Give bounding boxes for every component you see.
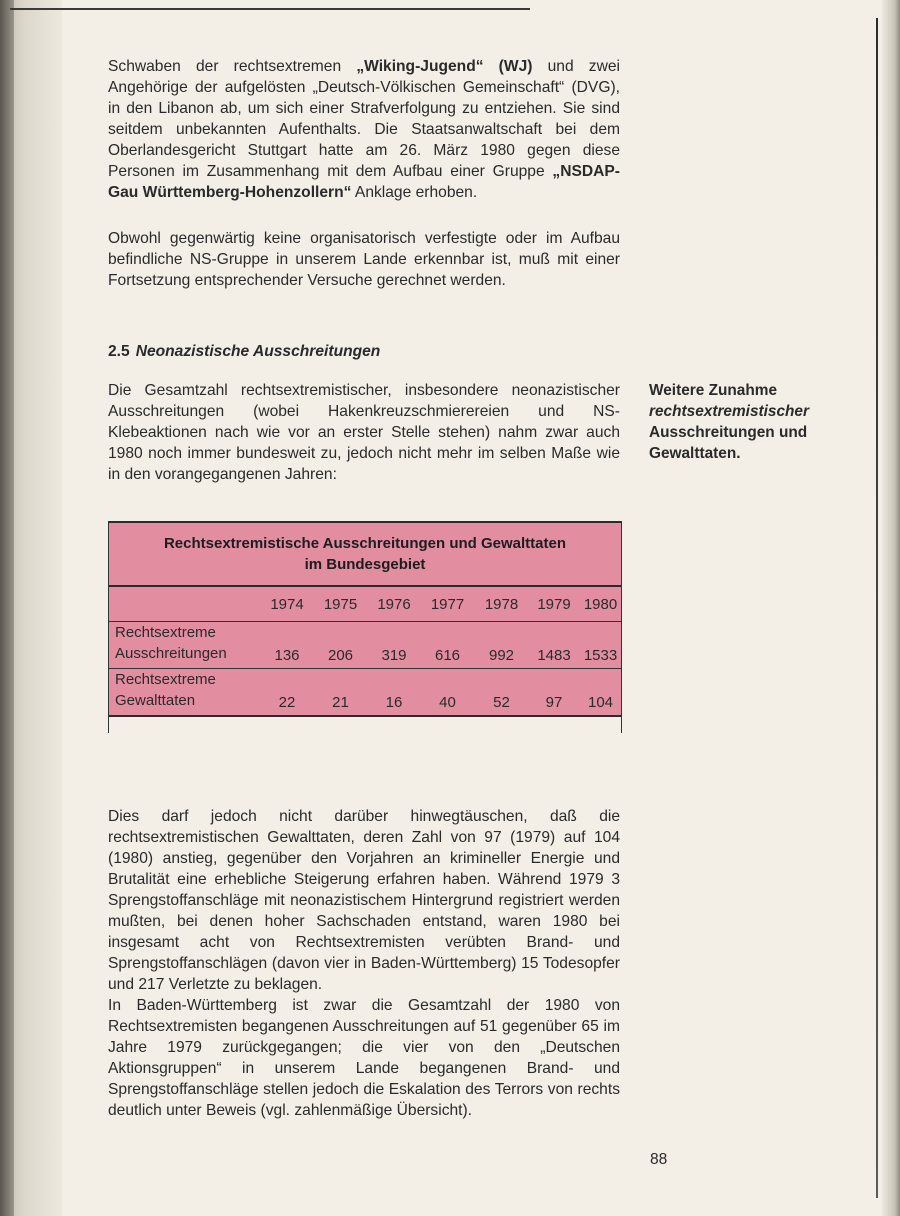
page-binding-shadow xyxy=(0,0,62,1216)
value-cell: 206 xyxy=(314,622,367,669)
table-header-row xyxy=(108,586,622,622)
value-cell: 52 xyxy=(474,669,529,717)
row-label xyxy=(108,669,260,717)
intro-text-end: Anklage erhoben. xyxy=(351,184,478,201)
bottom-text-block xyxy=(108,806,620,1121)
table-title xyxy=(108,522,622,586)
row-label xyxy=(108,622,260,669)
year-cell: 1979 xyxy=(529,586,579,622)
intro-text-cont: und zwei Angehörige der aufgelösten „Deutsch-Völkischen Gemeinschaft“ (DVG), in den Libanon ab, um sich einer Strafverfolgung zu entziehen. Sie sind seitdem unbekannten Aufenthalts. Die Staatsanwaltschaft bei dem Oberlandesgericht Stuttgart hatte am 26. März 1980 gegen diese Personen im Zusammenhang mit dem Aufbau einer Gruppe xyxy=(108,58,620,180)
table-border-left xyxy=(108,521,109,733)
year-cell: 1977 xyxy=(421,586,474,622)
value-cell: 16 xyxy=(367,669,421,717)
table-row xyxy=(108,622,622,669)
year-cell: 1976 xyxy=(367,586,421,622)
page-number: 88 xyxy=(650,1151,668,1168)
row-label-line: Rechtsextreme xyxy=(115,671,216,688)
year-cell: 1974 xyxy=(260,586,314,622)
value-cell: 40 xyxy=(421,669,474,717)
year-cell: 1980 xyxy=(579,586,622,622)
section-heading xyxy=(108,343,380,361)
table-border-right xyxy=(621,521,622,733)
intro-paragraph xyxy=(108,56,620,203)
top-rule xyxy=(10,8,530,10)
bottom-paragraph: Dies darf jedoch nicht darüber hinwegtäuschen, daß die rechtsextremistischen Gewalttaten, deren Zahl von 97 (1979) auf 104 (1980) anstieg, gegenüber den Vorjahren an krimineller Energie und Brutalität eine erhebliche Steigerung erfahren haben. Während 1979 3 Sprengstoffanschläge mit neonazistischem Hintergrund registriert werden mußten, bei denen hoher Sachschaden entstand, waren 1980 bei insgesamt acht von Rechtsextremisten verübten Brand- und Sprengstoffanschlägen (davon vier in Baden-Württemberg) 15 Todesopfer und 217 Verletzte zu beklagen. xyxy=(108,808,620,993)
value-cell: 992 xyxy=(474,622,529,669)
row-label-line: Gewalttaten xyxy=(115,692,196,709)
year-cell: 1975 xyxy=(314,586,367,622)
year-cell: 1978 xyxy=(474,586,529,622)
margin-note-line: Gewalttaten. xyxy=(649,445,741,462)
margin-note-line: Weitere Zunahme xyxy=(649,382,778,399)
margin-note-line: rechtsextremistischer xyxy=(649,403,809,420)
value-cell: 319 xyxy=(367,622,421,669)
intro-text: Schwaben der rechtsextremen xyxy=(108,58,357,75)
section-title: Neonazistische Ausschreitungen xyxy=(135,343,381,360)
table-corner-cell xyxy=(108,586,260,622)
table-row xyxy=(108,669,622,717)
value-cell: 1533 xyxy=(579,622,622,669)
page-edge-shadow xyxy=(882,0,900,1216)
table-title-line: im Bundesgebiet xyxy=(304,556,426,573)
section-paragraph: Die Gesamtzahl rechtsextremistischer, insbesondere neonazistischer Ausschreitungen (wobei Hakenkreuzschmierereien und NS-Klebeaktionen nach wie vor an erster Stelle stehen) nahm zwar auch 1980 noch immer bundesweit zu, jedoch nicht mehr im selben Maße wie in den vorangegangenen Jahren: xyxy=(108,382,620,483)
right-rule xyxy=(876,18,878,1198)
intro-paragraph-2: Obwohl gegenwärtig keine organisatorisch verfestigte oder im Aufbau befindliche NS-Gruppe in unserem Lande erkennbar ist, muß mit einer Fortsetzung entsprechender Versuche gerechnet werden. xyxy=(108,230,620,289)
value-cell: 1483 xyxy=(529,622,579,669)
table-title-line: Rechtsextremistische Ausschreitungen und Gewalttaten xyxy=(163,535,567,552)
value-cell: 616 xyxy=(421,622,474,669)
value-cell: 104 xyxy=(579,669,622,717)
value-cell: 22 xyxy=(260,669,314,717)
value-cell: 97 xyxy=(529,669,579,717)
intro-bold-nsdap: „NSDAP-Gau Württemberg-Hohenzollern“ xyxy=(108,163,620,201)
margin-note-line: Ausschreitungen und xyxy=(649,424,808,441)
intro-bold-wiking: „Wiking-Jugend“ (WJ) xyxy=(356,58,533,75)
value-cell: 21 xyxy=(314,669,367,717)
margin-note xyxy=(649,380,849,464)
row-label-line: Rechtsextreme xyxy=(115,624,216,641)
section-number: 2.5 xyxy=(108,343,130,360)
bottom-paragraph: In Baden-Württemberg ist zwar die Gesamtzahl der 1980 von Rechtsextremisten begangenen Ausschreitungen auf 51 gegenüber 65 im Jahre 1979 zurückgegangen; die vier von den „Deutschen Aktionsgruppen“ in unserem Lande begangenen Brand- und Sprengstoffanschläge stellen jedoch die Eskalation des Terrors von rechts deutlich unter Beweis (vgl. zahlenmäßige Übersicht). xyxy=(108,997,620,1119)
value-cell: 136 xyxy=(260,622,314,669)
statistics-table xyxy=(108,521,622,717)
row-label-line: Ausschreitungen xyxy=(115,645,227,662)
